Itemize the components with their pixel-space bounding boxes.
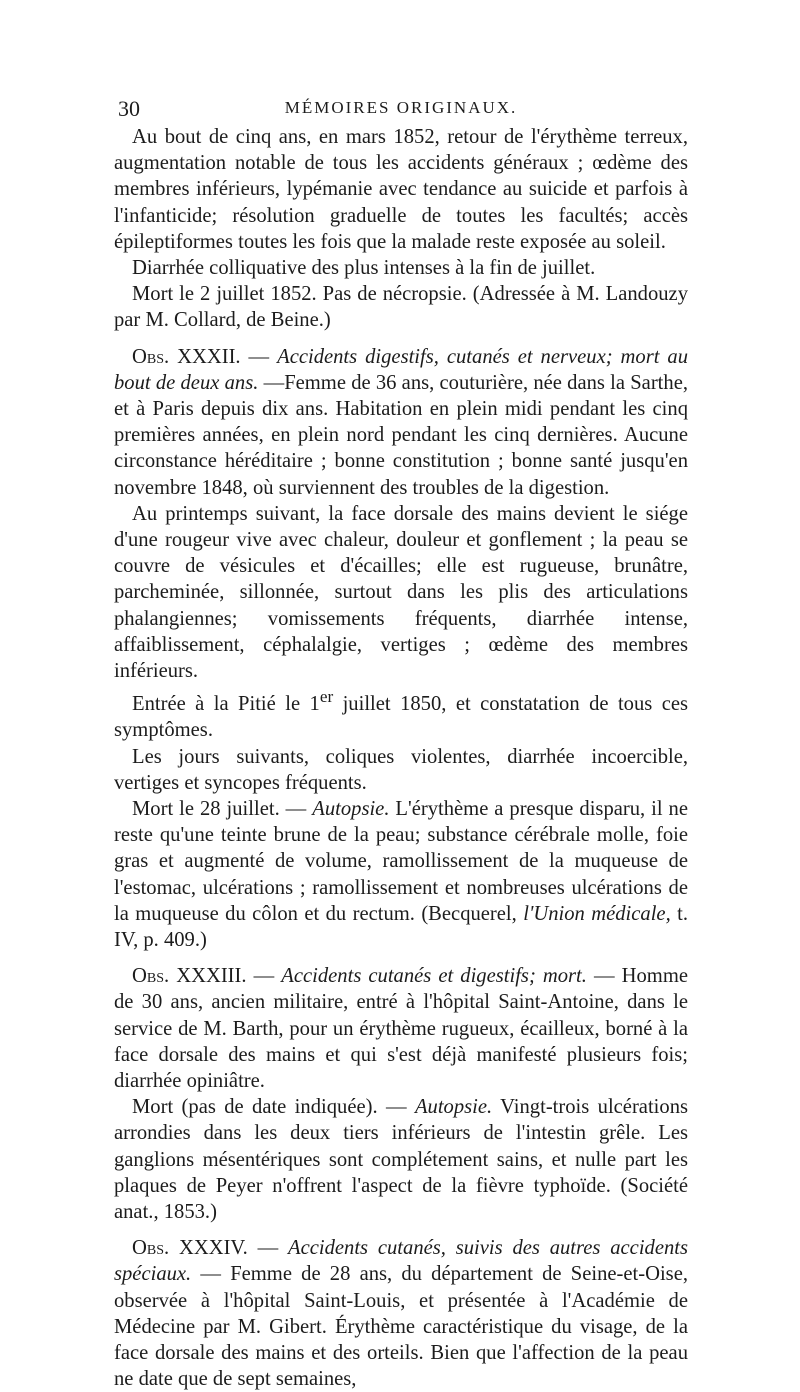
paragraph-text: Vingt-trois ulcérations arrondies dans les deux tiers inférieurs de l'intestin grêle. Les ganglions mésentériques sont complétement sains, et nulle part les plaques de Peyer n'offrent l'aspect de la fièvre typhoïde. (Société anat., 1853.) <box>114 1096 689 1223</box>
paragraph-text: Au bout de cinq ans, en mars 1852, retour de l'érythème terreux, augmentation notable de tous les accidents généraux ; œdème des membres inférieurs, lypémanie avec tendance au suicide et parfois à l'infanticide; résolution graduelle de toutes les facultés; accès épileptiformes toutes les fois que la malade reste exposée au soleil. <box>114 126 688 253</box>
page-header <box>118 96 684 124</box>
paragraph-text: Mort le 2 juillet 1852. Pas de nécropsie. (Adressée à M. Landouzy par M. Collard, de Beine.) <box>114 283 688 332</box>
paragraph <box>114 796 688 953</box>
paragraph-text: Mort le 28 juillet. — <box>132 797 313 820</box>
autopsy-label: Autopsie. <box>414 1096 493 1119</box>
paragraph <box>114 744 688 796</box>
paragraph-text: Entrée à la Pitié le 1 <box>132 693 320 716</box>
paragraph <box>114 684 688 743</box>
observation-title: Accidents cutanés et digestifs; mort. <box>281 965 587 988</box>
paragraph-text: Mort (pas de date indiquée). — <box>132 1096 415 1119</box>
paragraph <box>114 255 688 281</box>
paragraph-text: L'érythème a presque disparu, il ne reste qu'une teinte brune de la peau; substance cérébrale molle, foie gras et augmenté de volume, ramollissement de la muqueuse de l'estomac, ulcérations ; ramollissement et nombreuses ulcérations de la muqueuse du côlon et du rectum. (Becquerel, <box>114 797 688 925</box>
observation-title: Accidents cutanés, suivis des autres accidents spéciaux. <box>114 1237 689 1286</box>
paragraph-text: —Femme de 36 ans, couturière, née dans la Sarthe, et à Paris depuis dix ans. Habitation en plein midi pendant les cinq premières années, en plein nord pendant les cinq dernières. Aucune circonstance héréditaire ; bonne constitution ; bonne santé jusqu'en novembre 1848, où surviennent des troubles de la digestion. <box>114 371 688 499</box>
observation-label: Obs. XXXIV. <box>132 1237 248 1260</box>
paragraph-text: Au printemps suivant, la face dorsale des mains devient le siége d'une rougeur vive avec chaleur, douleur et gonflement ; la peau se couvre de vésicules et d'écailles; elle est rugueuse, brunâtre, parcheminée, sillonnée, surtout dans les plis des articulations phalangiennes; vomissements fréquents, diarrhée intense, affaiblissement, céphalalgie, vertiges ; œdème des membres inférieurs. <box>114 502 688 683</box>
paragraph <box>114 124 688 255</box>
superscript: er <box>319 687 334 707</box>
paragraph-text: t. IV, p. 409.) <box>114 902 688 951</box>
observation-label: Obs. XXXII. <box>132 345 241 368</box>
paragraph-text: Les jours suivants, coliques violentes, diarrhée incoercible, vertiges et syncopes fréquents. <box>114 745 688 794</box>
observation-33 <box>114 963 688 1094</box>
paragraph <box>114 501 688 684</box>
page-number: 30 <box>118 96 140 121</box>
dash: — <box>247 1237 289 1260</box>
observation-34 <box>114 1235 688 1392</box>
paragraph-text: — Femme de 28 ans, du département de Seine-et-Oise, observée à l'hôpital Saint-Louis, et présentée à l'Académie de Médecine par M. Gibert. Érythème caractéristique du visage, de la face dorsale des mains et des orteils. Bien que l'affection de la peau ne date que de sept semaines, <box>114 1263 688 1391</box>
body-text <box>114 124 688 1392</box>
paragraph-text: — Homme de 30 ans, ancien militaire, entré à l'hôpital Saint-Antoine, dans le service de M. Barth, pour un érythème rugueux, écailleux, borné à la face dorsale des mains et qui s'est déjà manifesté plusieurs fois; diarrhée opiniâtre. <box>114 965 688 1092</box>
autopsy-label: Autopsie. <box>312 797 390 820</box>
dash: — <box>240 345 278 368</box>
paragraph-text: Diarrhée colliquative des plus intenses à la fin de juillet. <box>132 257 596 280</box>
observation-label: Obs. XXXIII. <box>132 965 247 988</box>
dash: — <box>246 965 282 988</box>
paragraph <box>114 1094 688 1225</box>
running-head: MÉMOIRES ORIGINAUX. <box>284 98 518 117</box>
observation-title: Accidents digestifs, cutanés et nerveux; mort au bout de deux ans. <box>114 345 689 394</box>
observation-32 <box>114 344 688 501</box>
paragraph <box>114 281 688 333</box>
paragraph-text: juillet 1850, et constatation de tous ces symptômes. <box>114 693 688 742</box>
journal-title: l'Union médicale, <box>523 902 671 925</box>
